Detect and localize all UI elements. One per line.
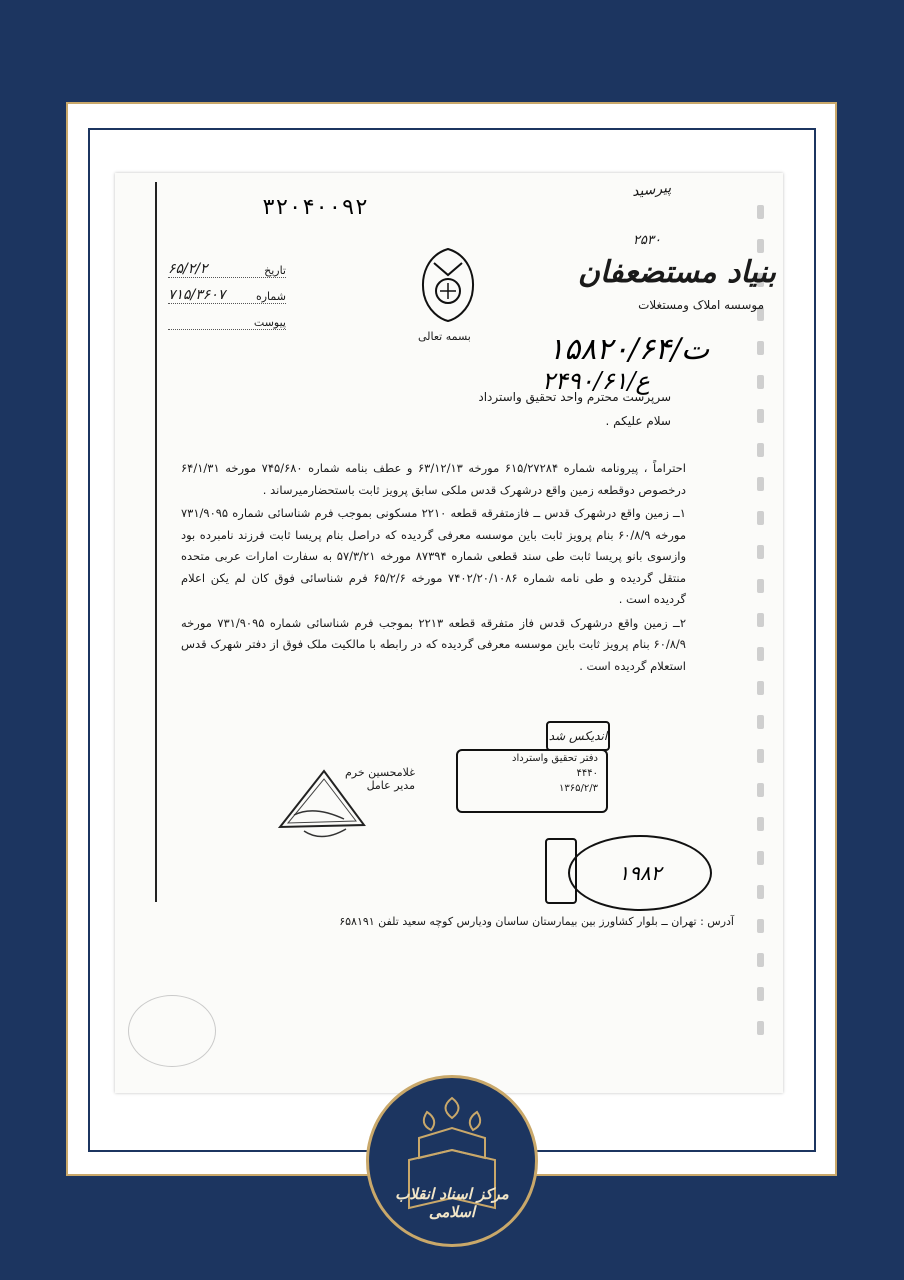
number-label: شماره bbox=[255, 290, 286, 303]
letter-body bbox=[181, 458, 686, 679]
archive-logo-icon bbox=[366, 1075, 538, 1247]
office-stamp bbox=[456, 749, 608, 813]
letter-meta bbox=[168, 255, 286, 333]
body-paragraph: ۱ــ زمین واقع درشهرک قدس ــ فازمتفرقه قطعه ۲۲۱۰ مسکونی بموجب فرم شناسائی شماره ۷۳۱/۹۰۹۵ مورخه ۶۰/۸/۹ بنام پرویز ثابت باین موسسه معرفی گردیده که دراصل بنام پریسا ثابت فرزند نامبرده بود وازسوی بانو پریسا ثابت طی سند قطعی شماره ۸۷۳۹۴ مورخه ۵۷/۳/۲۱ به سفارت امارات عربی متحده منتقل گردیده و طی نامه شماره ۷۴۰۲/۲۰/۱۰۸۶ مورخه ۶۵/۲/۶ فرم شناسائی فوق کان لم یکن اعلام گردیده است . bbox=[181, 506, 686, 606]
handwritten-number-2: ۲۴۹۰/ع/۶۱ bbox=[542, 367, 650, 395]
signer-block bbox=[345, 766, 415, 792]
document-number: ۳۲۰۴۰۰۹۲ bbox=[262, 195, 368, 220]
attachment-row bbox=[168, 307, 286, 330]
indexed-stamp: اندیکس شد bbox=[546, 721, 610, 751]
date-row bbox=[168, 255, 286, 278]
handwritten-ref-number: ۲۵۳۰ bbox=[633, 233, 661, 248]
number-row bbox=[168, 281, 286, 304]
oval-stamp: ۱۹۸۲ bbox=[568, 835, 712, 911]
foundation-emblem-icon bbox=[414, 245, 482, 323]
handwritten-note-top: پیرسید bbox=[631, 179, 672, 201]
salutation-line: سلام علیکم . bbox=[605, 414, 671, 428]
body-paragraph: ۲ــ زمین واقع درشهرک قدس فاز متفرقه قطعه ۲۲۱۳ بموجب فرم شناسائی شماره ۷۳۱/۹۰۹۵ مورخه ۶۰/۸/۹ بنام پرویز ثابت باین موسسه معرفی گردیده که در رابطه با مالکیت ملک فوق از دفتر شهرک قدس استعلام گردیده است . bbox=[181, 615, 686, 673]
office-stamp-title: دفتر تحقیق واسترداد bbox=[512, 753, 598, 764]
date-value: ۶۵/۲/۲ bbox=[168, 261, 208, 277]
handwritten-number-1: ۱۵۸۲۰/ت/۶۴ bbox=[548, 332, 710, 367]
office-stamp-number: ۴۴۴۰ bbox=[576, 768, 598, 779]
office-stamp-date: ۱۳۶۵/۲/۳ bbox=[559, 783, 598, 794]
archive-logo-text: مرکز اسناد انقلاب اسلامی bbox=[395, 1185, 509, 1221]
signer-name: غلامحسین خرم bbox=[345, 766, 415, 779]
organization-name: بنیاد مستضعفان bbox=[577, 255, 776, 290]
basmala-text: بسمه تعالی bbox=[418, 330, 471, 343]
addressee-line: سرپرست محترم واحد تحقیق واسترداد bbox=[478, 390, 671, 404]
date-label: تاریخ bbox=[264, 264, 286, 277]
binder-holes bbox=[757, 205, 765, 1075]
organization-subtitle: موسسه املاک ومستغلات bbox=[638, 298, 764, 312]
faded-seal-icon bbox=[128, 995, 216, 1067]
margin-line bbox=[155, 182, 157, 902]
number-value: ۷۱۵/۳۶۰۷ bbox=[168, 287, 226, 303]
footer-address: آدرس : تهران ــ بلوار کشاورز بین بیمارستان ساسان ودیارس کوچه سعید تلفن ۶۵۸۱۹۱ bbox=[339, 915, 734, 928]
signer-title: مدیر عامل bbox=[366, 779, 415, 792]
attachment-label: پیوست bbox=[253, 316, 286, 329]
body-paragraph: احتراماً ، پیرونامه شماره ۶۱۵/۲۷۲۸۴ مورخه ۶۳/۱۲/۱۳ و عطف بنامه شماره ۷۴۵/۶۸۰ مورخه ۶۴/۱/۳۱ درخصوص دوقطعه زمین واقع درشهرک قدس ملکی سابق پرویز ثابت باستحضارمیرساند . bbox=[181, 461, 686, 497]
